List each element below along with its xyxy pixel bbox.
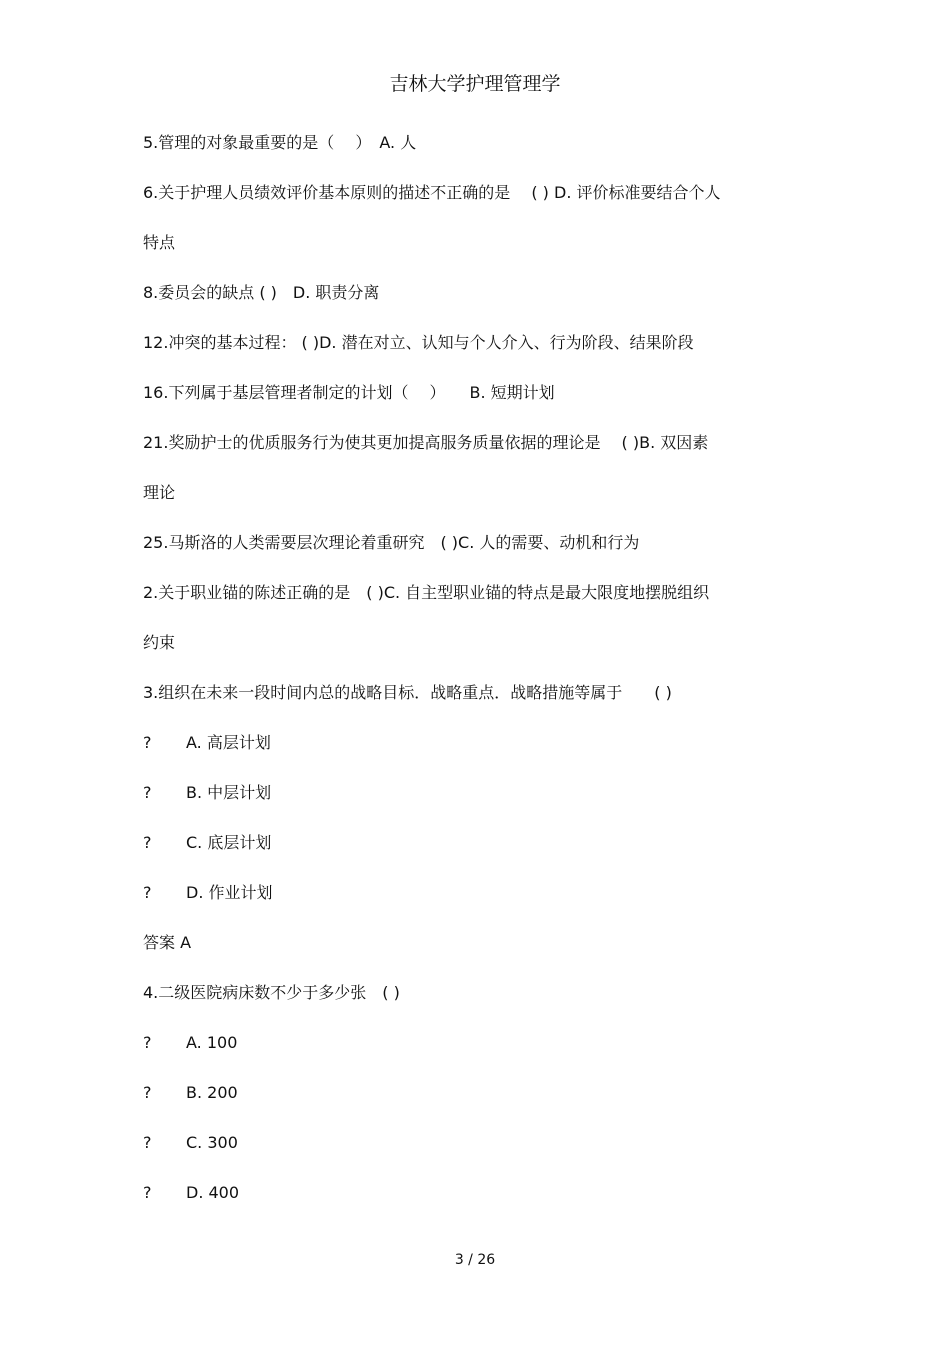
list-item — [143, 778, 823, 828]
question-8: 8.委员会的缺点 ( ) D. 职责分离 — [143, 283, 380, 302]
option-bullet: ? — [143, 1083, 152, 1102]
option-bullet: ? — [143, 833, 152, 852]
option-text: A. 高层计划 — [186, 733, 271, 752]
list-item — [143, 828, 823, 878]
list-item — [143, 1178, 823, 1228]
option-bullet: ? — [143, 783, 152, 802]
option-text: D. 作业计划 — [186, 883, 273, 902]
question-6: 6.关于护理人员绩效评价基本原则的描述不正确的是 ( ) D. 评价标准要结合个人 — [143, 183, 721, 202]
page-title: 吉林大学护理管理学 — [389, 73, 561, 95]
question-12: 12.冲突的基本过程： ( )D. 潜在对立、认知与个人介入、行为阶段、结果阶段 — [143, 333, 694, 352]
answer-q3: 答案 A — [143, 933, 192, 952]
question-5: 5.管理的对象最重要的是（ ） A. 人 — [143, 133, 417, 152]
document-body — [143, 128, 823, 1228]
list-item — [143, 728, 823, 778]
question-21-continued: 理论 — [143, 483, 176, 502]
question-6-continued: 特点 — [143, 233, 176, 252]
question-3: 3.组织在未来一段时间内总的战略目标．战略重点．战略措施等属于 ( ) — [143, 683, 672, 702]
option-bullet: ? — [143, 1183, 152, 1202]
option-text: B. 中层计划 — [186, 783, 272, 802]
list-item — [143, 1078, 823, 1128]
option-bullet: ? — [143, 733, 152, 752]
question-2-continued: 约束 — [143, 633, 176, 652]
option-bullet: ? — [143, 1033, 152, 1052]
option-bullet: ? — [143, 1133, 152, 1152]
list-item — [143, 1128, 823, 1178]
question-16: 16.下列属于基层管理者制定的计划（ ） B. 短期计划 — [143, 383, 555, 402]
question-2: 2.关于职业锚的陈述正确的是 ( )C. 自主型职业锚的特点是最大限度地摆脱组织 — [143, 583, 710, 602]
option-text: B. 200 — [186, 1083, 238, 1102]
list-item — [143, 878, 823, 928]
option-text: C. 底层计划 — [186, 833, 272, 852]
question-25: 25.马斯洛的人类需要层次理论着重研究 ( )C. 人的需要、动机和行为 — [143, 533, 640, 552]
question-21: 21.奖励护士的优质服务行为使其更加提高服务质量依据的理论是 ( )B. 双因素 — [143, 433, 709, 452]
page-number: 3 / 26 — [454, 1252, 496, 1268]
option-bullet: ? — [143, 883, 152, 902]
option-text: A. 100 — [186, 1033, 238, 1052]
option-text: D. 400 — [186, 1183, 240, 1202]
list-item — [143, 1028, 823, 1078]
option-text: C. 300 — [186, 1133, 238, 1152]
question-4: 4.二级医院病床数不少于多少张 ( ) — [143, 983, 400, 1002]
